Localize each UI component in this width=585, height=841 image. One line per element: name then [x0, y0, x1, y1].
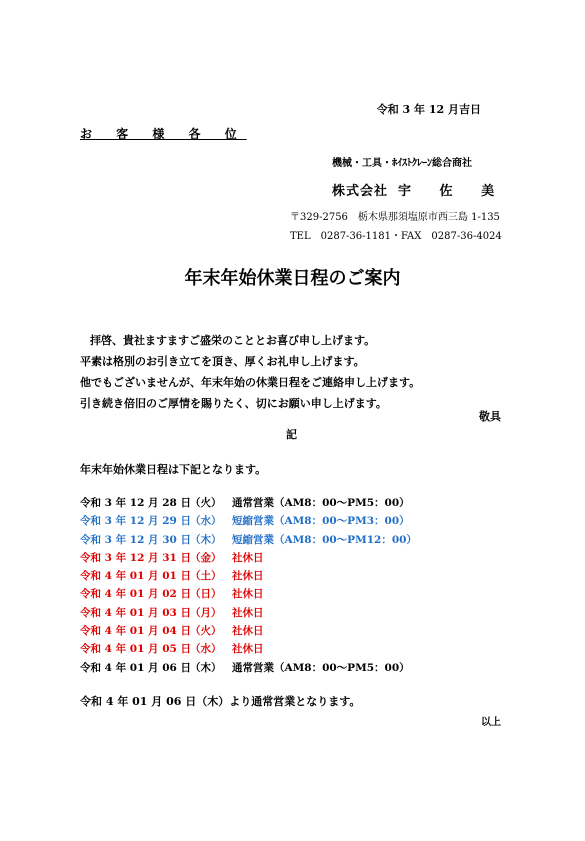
schedule-row: [80, 585, 417, 603]
greeting-line: 拝啓、貴社ますますご盛栄のこととお喜び申し上げます。: [90, 334, 376, 347]
schedule-row: [80, 494, 417, 512]
schedule-row: [80, 622, 417, 640]
schedule-weekday: （木）: [190, 661, 222, 674]
company-prefix: 株式会社: [332, 184, 389, 199]
schedule-status: 社休日: [232, 643, 264, 656]
schedule-weekday: （水）: [190, 515, 222, 528]
schedule-date: 令和 3 年 12 月 30 日: [80, 533, 191, 546]
schedule-status: 社休日: [232, 551, 264, 564]
schedule-status: 通常営業（AM8：00～PM5：00）: [232, 497, 410, 509]
ki-heading: 記: [286, 428, 297, 441]
schedule-date: 令和 4 年 01 月 05 日: [80, 643, 191, 656]
schedule-weekday: （水）: [190, 643, 222, 656]
greeting-line: 引き続き倍旧のご厚情を賜りたく、切にお願い申し上げます。: [80, 397, 387, 410]
resume-notice: 令和 4 年 01 月 06 日（木）より通常営業となります。: [80, 695, 361, 708]
closing-word: 敬具: [479, 410, 501, 423]
schedule-weekday: （日）: [190, 588, 222, 601]
company-contact: TEL 0287-36-1181・FAX 0287-36-4024: [290, 231, 502, 242]
schedule-row: [80, 604, 417, 622]
schedule-status: 通常営業（AM8：00～PM5：00）: [232, 661, 410, 674]
schedule-weekday: （火）: [190, 497, 222, 509]
schedule-date: 令和 4 年 01 月 06 日: [80, 661, 191, 674]
schedule-row: [80, 549, 417, 567]
schedule-date: 令和 3 年 12 月 31 日: [80, 551, 191, 564]
schedule-row: [80, 567, 417, 585]
business-type: 機械・工具・ﾎｲｽﾄｸﾚｰﾝ総合商社: [332, 158, 472, 169]
schedule-date: 令和 4 年 01 月 03 日: [80, 606, 191, 619]
schedule-row: [80, 512, 417, 530]
schedule-status: 短縮営業（AM8：00～PM3：00）: [232, 515, 410, 528]
schedule-status: 社休日: [232, 588, 264, 601]
schedule-date: 令和 4 年 01 月 01 日: [80, 570, 191, 583]
letter-date: 令和 3 年 12 月吉日: [376, 103, 481, 116]
schedule-date: 令和 3 年 12 月 29 日: [80, 515, 191, 528]
schedule-weekday: （金）: [190, 551, 222, 564]
greeting-line: 他でもございませんが、年末年始の休業日程をご連絡申し上げます。: [80, 376, 421, 389]
schedule-status: 短縮営業（AM8：00～PM12：00）: [232, 533, 417, 546]
schedule-date: 令和 4 年 01 月 04 日: [80, 625, 191, 638]
schedule-weekday: （火）: [190, 625, 222, 638]
schedule-date: 令和 3 年 12 月 28 日: [80, 497, 191, 509]
schedule-row: [80, 659, 417, 677]
schedule-weekday: （土）: [190, 570, 222, 583]
greeting-line: 平素は格別のお引き立てを頂き、厚くお礼申し上げます。: [80, 355, 365, 368]
schedule-row: [80, 531, 417, 549]
schedule-date: 令和 4 年 01 月 02 日: [80, 588, 191, 601]
schedule-list: [80, 494, 417, 677]
company-address: 〒329-2756 栃木県那須塩原市西三島 1-135: [290, 212, 500, 223]
recipient-line: お 客 様 各 位: [80, 127, 247, 141]
schedule-status: 社休日: [232, 606, 264, 619]
schedule-status: 社休日: [232, 625, 264, 638]
schedule-row: [80, 640, 417, 658]
company-block: [332, 180, 506, 199]
schedule-weekday: （月）: [190, 606, 222, 619]
document-title: 年末年始休業日程のご案内: [184, 268, 401, 289]
schedule-weekday: （木）: [190, 533, 222, 546]
greeting-paragraph: [80, 330, 420, 414]
schedule-intro: 年末年始休業日程は下記となります。: [80, 463, 267, 476]
company-name: 宇 佐 美: [398, 184, 507, 199]
end-mark: 以上: [481, 717, 501, 728]
schedule-status: 社休日: [232, 570, 264, 583]
